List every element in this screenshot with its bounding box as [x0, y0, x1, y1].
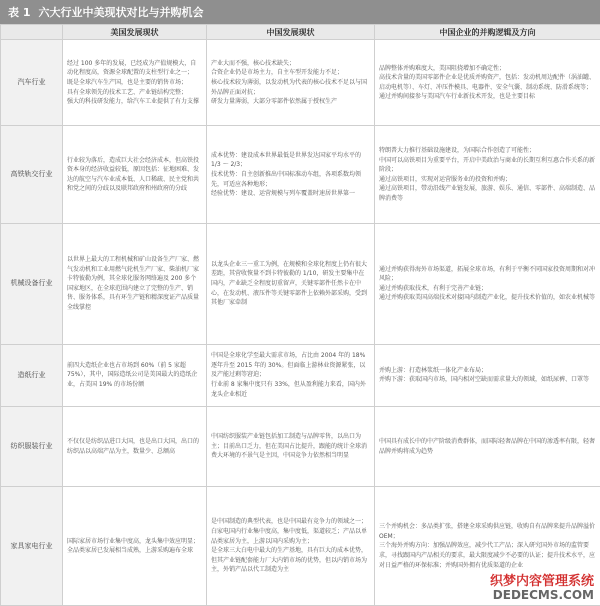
ma-cell	[375, 223, 600, 344]
table-row	[1, 40, 600, 126]
table-body	[1, 40, 600, 606]
cell-text-line: 通过并购间接参与美国汽车行业新技术开发，也是主要目标	[379, 93, 536, 101]
industry-cell: 高铁轨交行业	[1, 126, 63, 224]
cell-text-line: 既是全球汽车生产国，也是主要的销售市场；	[67, 78, 188, 86]
table-header-row	[1, 25, 600, 40]
cell-text-line: 经验优势：建设、运营规模与列车覆盖时速居世界第一	[211, 190, 356, 198]
cell-text-line: 不仅仅是纺织品进口大国，也是出口大国，出口的纺织品以高端产品为主，数量少、总额高	[67, 438, 200, 455]
us-cell	[63, 126, 207, 224]
us-cell	[63, 223, 207, 344]
cell-text-line: 三个海外并购方向：加强品牌效应，减少代工产品；深入研究国外市场的监管要求，寻找跟国内产品相关的要求，最大限度减少不必要的认证；提升技术水平，应对日益严格的环保标准；并购国外拥有优质渠道的企业	[379, 542, 596, 569]
cell-text-line: 高技术含量的美国零部件企业是优质并购资产，包括：发动机周边配件（涡油罐、启动电机等）、车灯、冲压件模具、电器件、安全气囊、制动系统、防滑系统等；	[379, 74, 596, 91]
industry-cell: 造纸行业	[1, 344, 63, 406]
cell-text-line: 前四大造纸企业也占市场到 60%（前 5 家超 75%），其中，国际造纸公司是美国最大的造纸企业，占美国 19% 的市场份额	[67, 361, 198, 389]
header-industry	[1, 25, 63, 40]
cn-cell	[207, 344, 375, 406]
cell-text-line: 三个并购机会：多品类扩张，搭建全球采购供应链，收购自有品牌来提升品牌溢价 OEM；	[379, 523, 596, 540]
table-title-bar	[0, 0, 600, 24]
cell-text-line: 是中国制造的典型代表，也是中国最有竞争力的领域之一；	[211, 518, 368, 526]
cell-text-line: 通过并购获取技术，有利于完善产业链；	[379, 284, 488, 292]
cell-text-line: 以龙头企业三一重工为例，在规模和全球化程度上仍有很大差距，其营收恢量不到卡特彼勒的 1/10，研发主要集中在国内，产业缺乏全程度切重留声，关键零部件任然卡在中心，在发动机、液压件等关键零部件上依赖外部采购，受到其他厂家牵制	[211, 260, 368, 307]
table-row	[1, 406, 600, 486]
industry-cell: 纺织服装行业	[1, 406, 63, 486]
table-number: 表 1	[8, 6, 31, 19]
cell-text-line: 以世界上最大的工程机械和矿山设备生产厂家、燃气发动机和工业用燃气轮机生产厂家、柴油机厂家卡特彼勒为例，其全球化服务网络遍及 200 多个国家地区，在全球范围内建立了完整的生产、销售、服务体系，具有环生产链和精深度证产品质量全线掌控	[67, 256, 200, 311]
ma-cell	[375, 344, 600, 406]
ma-cell	[375, 126, 600, 224]
cell-text-line: 通过并购获得海外市场渠道，拓展全球市场，有利于平衡不同国家投资周期和对冲风险；	[379, 265, 596, 283]
header-cn-status: 中国发展现状	[207, 25, 375, 40]
cn-cell	[207, 126, 375, 224]
cell-text-line: 核心技术较为薄弱，以发动机为代表的核心技术不足以与国外品牌正面对抗；	[211, 78, 368, 96]
table-row	[1, 223, 600, 344]
cell-text-line: 研发力量薄弱，大部分零部件依然属于授权生产	[211, 98, 338, 106]
cn-cell	[207, 406, 375, 486]
cell-text-line: 全品类家居已发展相当成熟，上游采购遍布全球	[67, 547, 194, 555]
us-cell	[63, 406, 207, 486]
cell-text-line: 通过并购获取美国高端技术对接国内制造产业化，提升技术价值的，如农业机械等	[379, 294, 596, 302]
cell-text-line: 经过 100 多年的发展，已经成为产值规模大，自动化程度高，资源全球配置的支柱型行业之一；	[67, 59, 197, 77]
cell-text-line: 行业较为落后，造成巨大社会经济成本，但高铁投资本身的经济收益较低，原因包括：征地困难、发达的航空与汽车业成本低、人口稀疏、民主党和共和党之间的分歧以及联邦政府和州政府的分歧	[67, 156, 200, 193]
cell-text-line: 特朗普大力推行基础设施建设，为国际合作创造了可能性；	[379, 146, 536, 154]
cn-cell	[207, 487, 375, 606]
cell-text-line: 强大的科技研发能力，给汽车工业提供了有力支撑	[67, 98, 200, 106]
cell-text-line: 产业大而不强，核心技术缺失；	[211, 59, 296, 67]
cn-cell	[207, 223, 375, 344]
cell-text-line: 并购上游：打造林浆纸一体化产业布局；	[379, 366, 488, 374]
cell-text-line: 中国纺织服装产业链包括加工制造与品牌零售，以出口为主；目前出口乏力，但在美国占比提升，跟能的统计全球消费大环境的不景气是主因，中国竞争力依然相当明显	[211, 433, 368, 460]
cell-text-line: 中国是全球化学至最大需求市场，占比由 2004 年的 18% 逐年升至 2015 年的 30%。但面临上游林业资源紧张，以及产能过剩等窘迫；	[211, 352, 366, 379]
cell-text-line: 成本优势：建设成本世界最低是世界发达国家平均水平的 1/3 ～ 2/3；	[211, 151, 362, 169]
cell-text-line: 并购下游：获取国内市场，国内相对空缺而需求量大的领域，如纸尿裤、口罩等	[379, 376, 590, 384]
industry-cell: 机械设备行业	[1, 223, 63, 344]
watermark	[490, 575, 594, 602]
comparison-table	[0, 24, 600, 606]
us-cell	[63, 487, 207, 606]
us-cell	[63, 344, 207, 406]
cell-text-line: 中国具有成长中的中产阶级消费群体，而国际轻奢品牌在中国的渗透率有限，轻奢品牌并购将成为趋势	[379, 438, 596, 455]
cell-text-line: 是全球三大白电中最大的生产基地，具有巨大的成本优势，但其产业链配套能力厂大内销市场的优势，但以内销市场为主，外销产品以代工制造为主	[211, 547, 368, 574]
header-us-status: 美国发展现状	[63, 25, 207, 40]
cell-text-line: 国际家居市场行业集中度高，龙头集中效应明显；	[67, 537, 200, 545]
cn-cell	[207, 40, 375, 126]
header-ma-logic: 中国企业的并购逻辑及方向	[375, 25, 600, 40]
cell-text-line: 品牌整体并购难度大，美国阻挠增加不确定性；	[379, 64, 506, 72]
cell-text-line: 通过高铁项目，带动沿线产业链发展，旅游、娱乐、通信、零部件、高端制造、品牌消费等	[379, 185, 596, 202]
table-row	[1, 344, 600, 406]
cell-text-line: 通过高铁项目，实现对运营服务业的投资和并购；	[379, 175, 512, 183]
cell-text-line: 白家电国内行业集中度高，集中度低，渠道较乏；产品以单品类家居为主，上游以国内采购为主；	[211, 527, 368, 545]
table-row	[1, 126, 600, 224]
watermark-title: 织梦内容管理系统	[489, 573, 594, 589]
ma-cell	[375, 40, 600, 126]
table-title: 六大行业中美现状对比与并购机会	[38, 6, 204, 19]
industry-cell: 家具家电行业	[1, 487, 63, 606]
cell-text-line: 中国可以高铁项目为重要平台，开启中美政治与商业的长期互利互惠合作关系的新阶段；	[379, 156, 596, 174]
industry-cell: 汽车行业	[1, 40, 63, 126]
cell-text-line: 合资企业仍是市场主力，自主车型开发能力不足；	[211, 69, 344, 77]
ma-cell	[375, 406, 600, 486]
watermark-domain: DEDECMS.COM	[492, 587, 594, 602]
cell-text-line: 技术优势：自主创新推出中国标准动车组，各项系数均领先，可适应各种地形；	[211, 170, 362, 188]
cell-text-line: 行业前 8 家集中度只有 33%，但从盈利能力来看，国内外龙头企业相近	[211, 381, 366, 398]
us-cell	[63, 40, 207, 126]
cell-text-line: 具有全球领先的技术工艺、产业链结构完整；	[67, 88, 188, 96]
